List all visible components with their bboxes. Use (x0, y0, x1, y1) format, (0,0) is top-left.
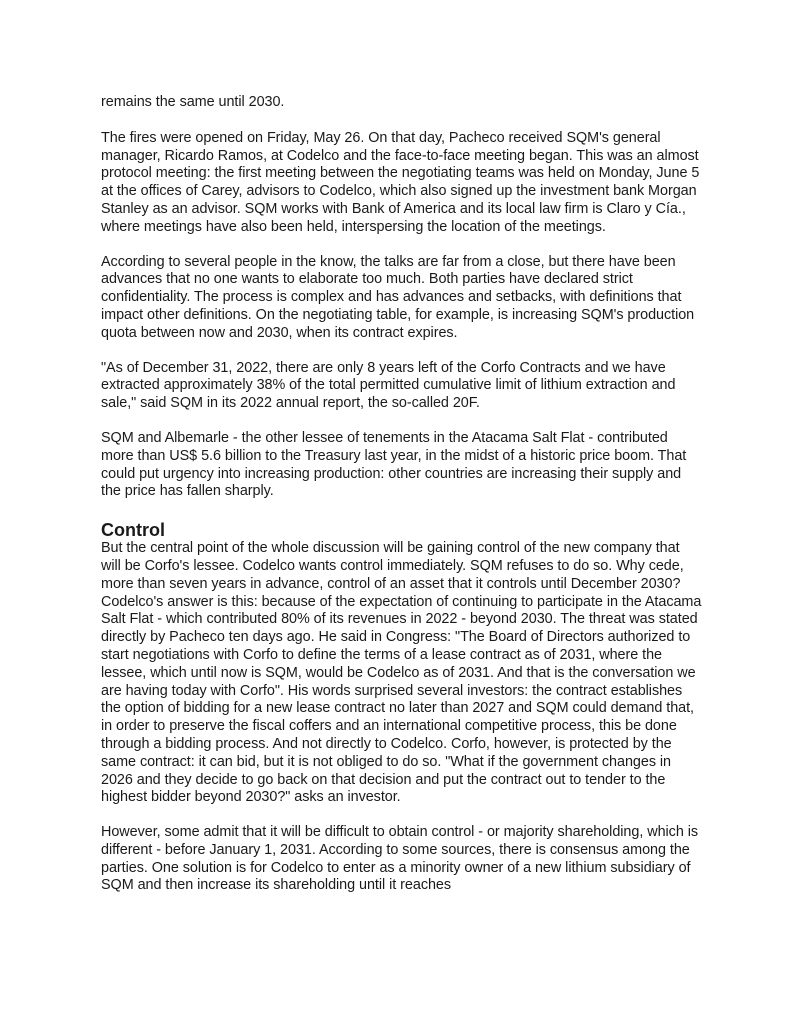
paragraph-treasury-contribution: SQM and Albemarle - the other lessee of tenements in the Atacama Salt Flat - contributed more than US$ 5.6 billion to the Treasury last year, in the midst of a historic price boom. That could put urgency into increasing production: other countries are increasing their supply and the price has fallen sharply. (101, 429, 687, 500)
paragraph-fires-opened: The fires were opened on Friday, May 26. On that day, Pacheco received SQM's general manager, Ricardo Ramos, at Codelco and the face-to-face meeting began. This was an almost protocol meeting: the first meeting between the negotiating teams was held on Monday, June 5 at the offices of Carey, advisors to Codelco, which also signed up the investment bank Morgan Stanley as an advisor. SQM works with Bank of America and its local law firm is Claro y Cía., where meetings have also been held, interspersing the location of the meetings. (101, 129, 700, 235)
section-heading-control: Control (101, 520, 165, 541)
paragraph-control-discussion: But the central point of the whole discussion will be gaining control of the new company that will be Corfo's lessee. Codelco wants control immediately. SQM refuses to do so. Why cede, more than seven years in advance, control of an asset that it controls until December 2030? Codelco's answer is this: because of the expectation of continuing to participate in the Atacama Salt Flat - which contributed 80% of its revenues in 2022 - beyond 2030. The threat was stated directly by Pacheco ten days ago. He said in Congress: "The Board of Directors authorized to start negotiations with Corfo to define the terms of a lease contract as of 2031, where the lessee, which until now is SQM, would be Codelco as of 2031. And that is the conversation we are having today with Corfo". His words surprised several investors: the contract establishes the option of bidding for a new lease contract no later than 2027 and SQM could demand that, in order to preserve the fiscal coffers and an international competitive process, this be done through a bidding process. And not directly to Codelco. Corfo, however, is protected by the same contract: it can bid, but it is not obliged to do so. "What if the government changes in 2026 and they decide to go back on that decision and put the contract out to tender to the highest bidder beyond 2030?" asks an investor. (101, 540, 702, 806)
paragraph-sqm-quote: "As of December 31, 2022, there are only 8 years left of the Corfo Contracts and we have extracted approximately 38% of the total permitted cumulative limit of lithium extraction and sale," said SQM in its 2022 annual report, the so-called 20F. (101, 359, 676, 412)
paragraph-continuation: remains the same until 2030. (101, 94, 285, 110)
document-page (101, 94, 703, 912)
paragraph-majority-shareholding: However, some admit that it will be difficult to obtain control - or majority shareholding, which is different - before January 1, 2031. According to some sources, there is consensus among the parties. One solution is for Codelco to enter as a minority owner of a new lithium subsidiary of SQM and then increase its shareholding until it reaches (101, 824, 699, 894)
paragraph-talks-progress: According to several people in the know, the talks are far from a close, but there have been advances that no one wants to elaborate too much. Both parties have declared strict confidentiality. The process is complex and has advances and setbacks, with definitions that impact other definitions. On the negotiating table, for example, is increasing SQM's production quota between now and 2030, when its contract expires. (101, 253, 695, 341)
